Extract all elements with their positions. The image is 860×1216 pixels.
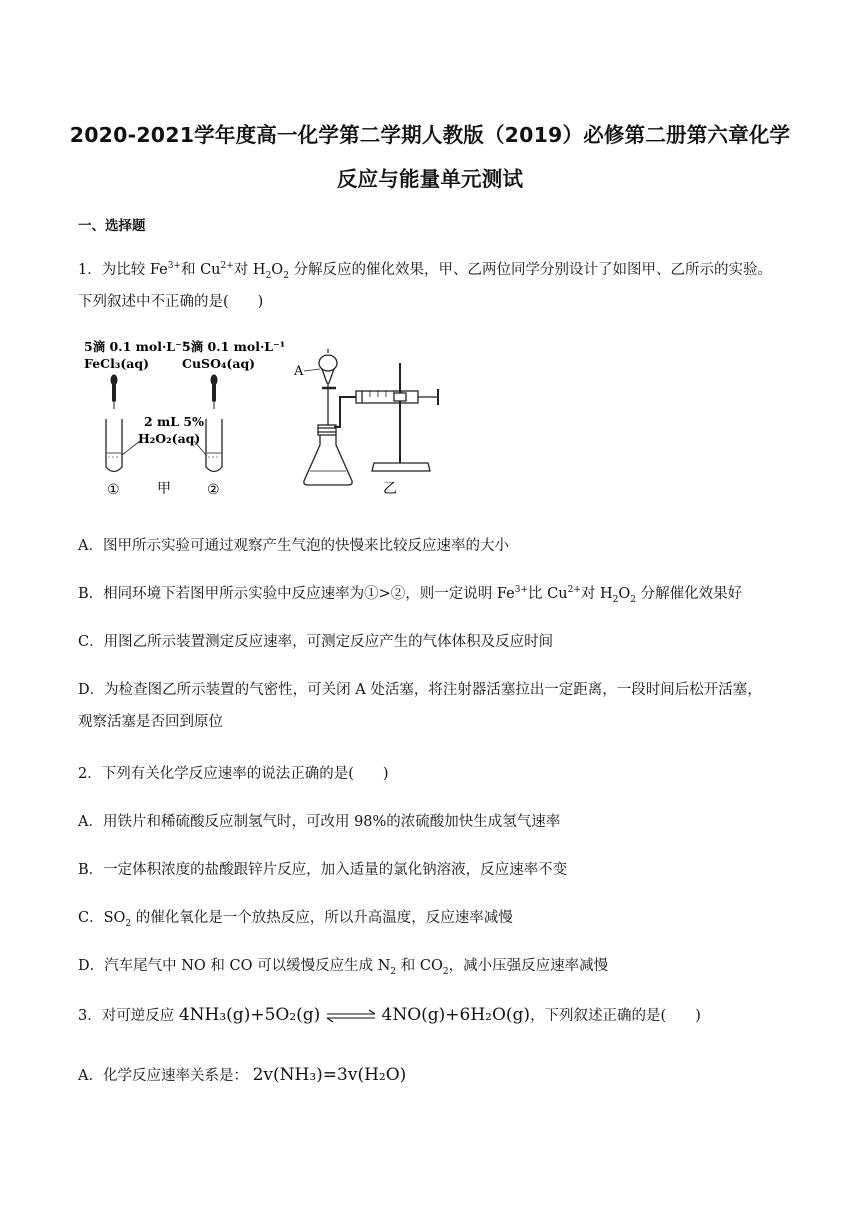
q3-equation-left: 4NH₃(g)+5O₂(g)	[178, 1005, 321, 1025]
figure-label-cuso4-bottom: CuSO₄(aq)	[182, 356, 256, 371]
q2-option-a: A．用铁片和稀硫酸反应制氢气时，可改用 98%的浓硫酸加快生成氢气速率	[78, 814, 561, 830]
leader-line-a	[304, 369, 320, 371]
figure-label-cuso4-top: 5滴 0.1 mol·L⁻¹	[182, 339, 286, 354]
q1-stem-line1: 1．为比较 $Fe^{3+}$和 $Cu^{2+}$对 $H_2O_2$ 分解反应的催化效果，甲、乙两位同学分别设计了如图甲、乙所示的实验。	[78, 261, 773, 281]
figure-label-h2o2-bottom: H₂O₂(aq)	[138, 431, 201, 446]
q1-option-d-line1: D．为检查图乙所示装置的气密性，可关闭 A 处活塞，将注射器活塞拉出一定距离，一段时间后松开活塞，	[78, 682, 762, 698]
q1-option-b: B．相同环境下若图甲所示实验中反应速率为①>②，则一定说明 $Fe^{3+}$比 $Cu^{2+}$对 $H_2O_2$ 分解催化效果好	[78, 585, 743, 605]
q1-option-c: C．用图乙所示装置测定反应速率，可测定反应产生的气体体积及反应时间	[78, 634, 554, 650]
figure-label-fecl3-bottom: FeCl₃(aq)	[84, 356, 149, 371]
flask-apparatus	[304, 349, 438, 485]
doc-title-line2: 反应与能量单元测试	[336, 167, 524, 191]
q1-experiment-figure	[78, 333, 458, 503]
figure-mark-2: ②	[207, 482, 220, 498]
test-tube-2	[206, 419, 222, 472]
q2-option-c: C．$SO_2$ 的催化氧化是一个放热反应，所以升高温度，反应速率减慢	[78, 910, 513, 929]
q2-option-b: B．一定体积浓度的盐酸跟锌片反应，加入适量的氯化钠溶液，反应速率不变	[78, 862, 568, 878]
figure-mark-a: A	[294, 364, 304, 379]
q2-stem: 2．下列有关化学反应速率的说法正确的是( )	[78, 766, 389, 782]
q3-equation-right: 4NO(g)+6H₂O(g)	[381, 1005, 531, 1025]
figure-label-fecl3-top: 5滴 0.1 mol·L⁻¹	[84, 339, 188, 354]
figure-label-h2o2-top: 2 mL 5%	[144, 414, 204, 429]
q1-stem-line2: 下列叙述中不正确的是( )	[78, 294, 264, 310]
dropper-2	[211, 375, 217, 409]
q2-option-d: D．汽车尾气中 NO 和 CO 可以缓慢反应生成 $N_2$ 和 $CO_2$，减小压强反应速率减慢	[78, 958, 609, 977]
figure-mark-jia: 甲	[157, 481, 171, 497]
q3-option-a-formula: 2v(NH₃)=3v(H₂O)	[252, 1065, 407, 1085]
q3-option-a: A．化学反应速率关系是： 2v(NH₃)=3v(H₂O)	[78, 1065, 407, 1085]
test-tube-1	[106, 419, 122, 472]
section-heading: 一、选择题	[78, 218, 146, 234]
doc-title-line1: 2020-2021学年度高一化学第二学期人教版（2019）必修第二册第六章化学	[69, 123, 791, 147]
q1-option-d-line2: 观察活塞是否回到原位	[78, 714, 223, 730]
reversible-arrow-icon	[325, 1009, 377, 1023]
figure-mark-1: ①	[107, 482, 120, 498]
q3-stem: 3．对可逆反应 4NH₃(g)+5O₂(g) 4NO(g)+6H₂O(g)，下列叙述正确的是( )	[78, 1005, 701, 1025]
dropper-1	[111, 375, 117, 409]
leader-line-left	[122, 441, 140, 455]
q1-option-a: A．图甲所示实验可通过观察产生气泡的快慢来比较反应速率的大小	[78, 538, 509, 554]
figure-mark-yi: 乙	[383, 481, 397, 497]
